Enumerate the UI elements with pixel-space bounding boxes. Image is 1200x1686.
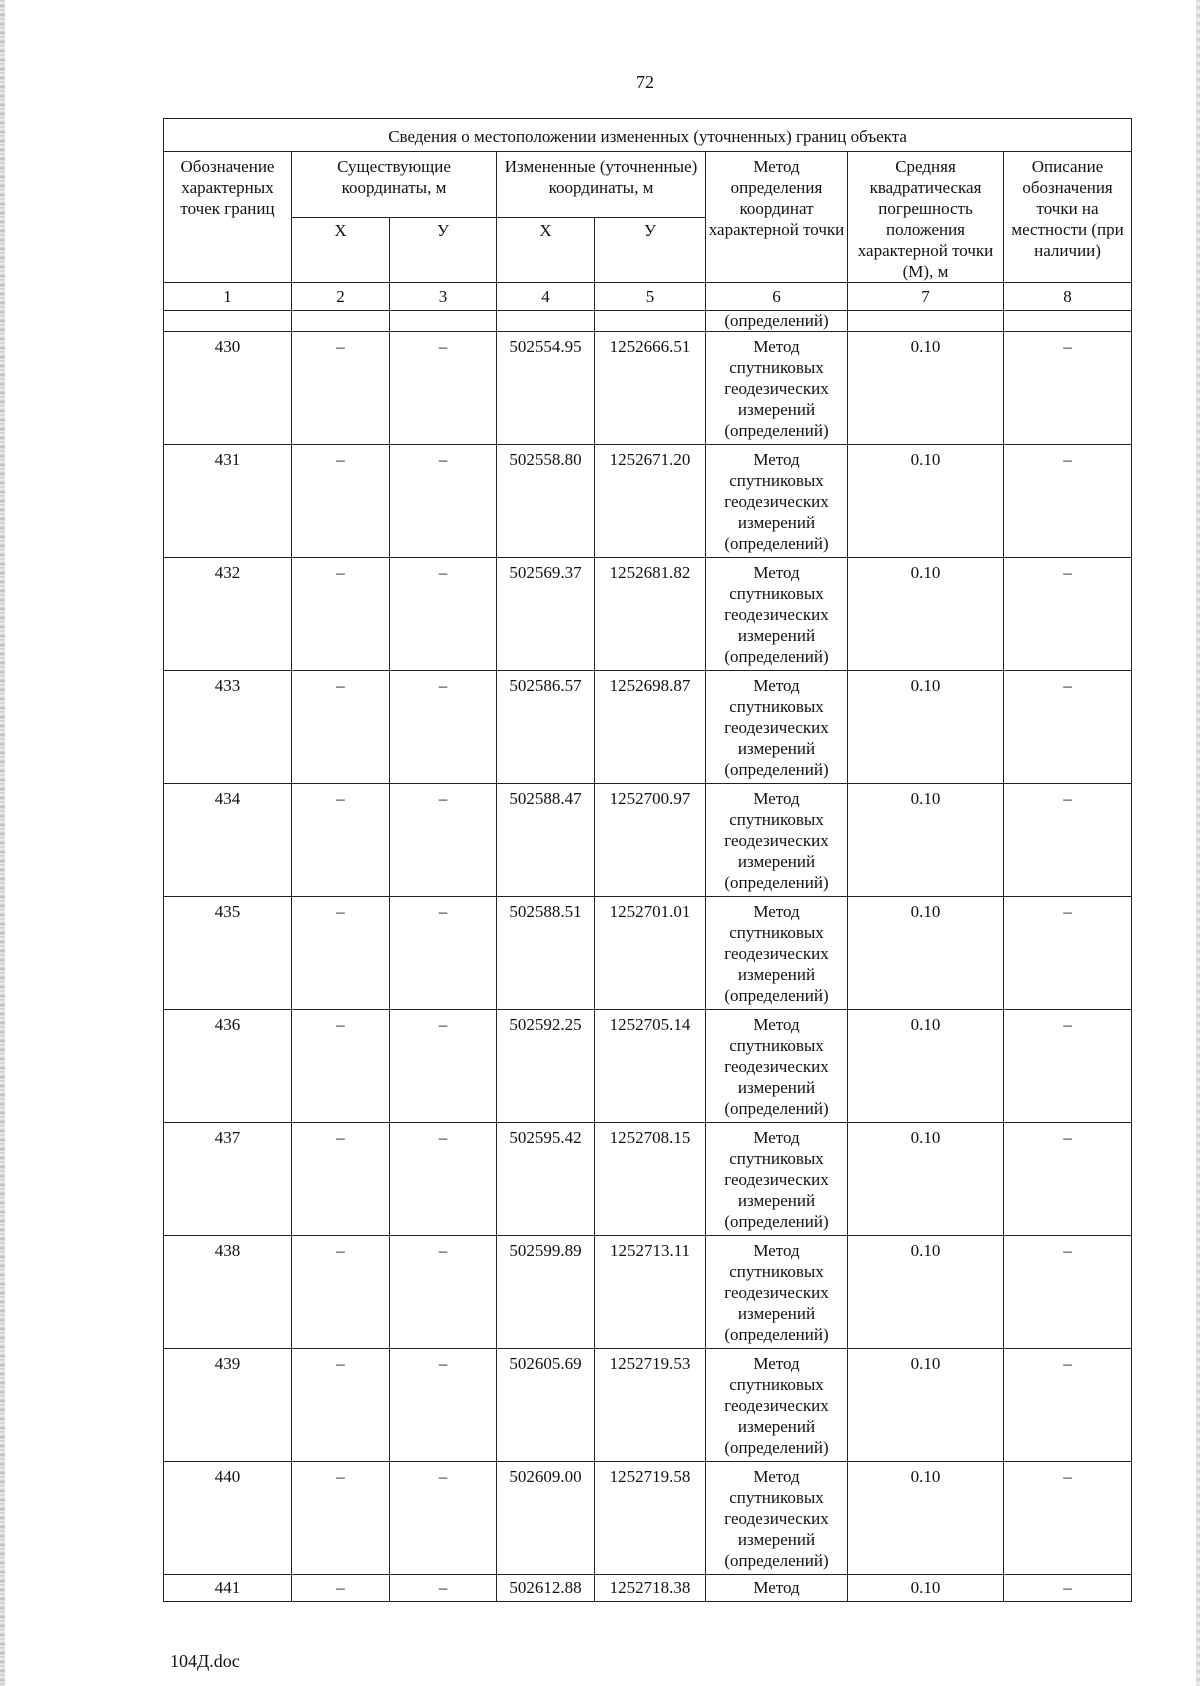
method-cell: Метод спутниковых геодезических измерений (определений) bbox=[706, 671, 848, 784]
existing-y-cell: – bbox=[390, 1236, 497, 1349]
existing-x-cell: – bbox=[292, 1010, 390, 1123]
table-row bbox=[164, 1462, 1132, 1575]
empty-cell bbox=[848, 311, 1004, 332]
empty-cell bbox=[595, 311, 706, 332]
description-cell: – bbox=[1004, 784, 1132, 897]
coordinates-table bbox=[163, 118, 1132, 1602]
existing-y-cell: – bbox=[390, 1010, 497, 1123]
changed-x-cell: 502599.89 bbox=[497, 1236, 595, 1349]
changed-y-cell: 1252713.11 bbox=[595, 1236, 706, 1349]
existing-x-cell: – bbox=[292, 1236, 390, 1349]
column-number: 1 bbox=[164, 283, 292, 311]
column-number: 5 bbox=[595, 283, 706, 311]
existing-y-cell: – bbox=[390, 784, 497, 897]
point-cell: 435 bbox=[164, 897, 292, 1010]
method-cell: Метод спутниковых геодезических измерений (определений) bbox=[706, 1236, 848, 1349]
existing-y-cell: – bbox=[390, 445, 497, 558]
point-cell: 436 bbox=[164, 1010, 292, 1123]
table-row bbox=[164, 671, 1132, 784]
changed-x-cell: 502586.57 bbox=[497, 671, 595, 784]
method-cell: Метод спутниковых геодезических измерений (определений) bbox=[706, 1462, 848, 1575]
header-method: Метод определения координат характерной точки bbox=[706, 152, 848, 283]
point-cell: 432 bbox=[164, 558, 292, 671]
table-row bbox=[164, 558, 1132, 671]
empty-cell bbox=[292, 311, 390, 332]
description-cell: – bbox=[1004, 671, 1132, 784]
existing-y-cell: – bbox=[390, 1349, 497, 1462]
method-cell: Метод спутниковых геодезических измерений (определений) bbox=[706, 1123, 848, 1236]
changed-x-cell: 502592.25 bbox=[497, 1010, 595, 1123]
changed-y-cell: 1252705.14 bbox=[595, 1010, 706, 1123]
point-cell: 438 bbox=[164, 1236, 292, 1349]
point-cell: 434 bbox=[164, 784, 292, 897]
point-cell: 440 bbox=[164, 1462, 292, 1575]
header-point-designation: Обозначение характерных точек границ bbox=[164, 152, 292, 283]
error-cell: 0.10 bbox=[848, 445, 1004, 558]
existing-y-cell: – bbox=[390, 332, 497, 445]
point-cell: 441 bbox=[164, 1575, 292, 1602]
table-row bbox=[164, 1236, 1132, 1349]
empty-cell bbox=[1004, 311, 1132, 332]
method-cell: Метод спутниковых геодезических измерений (определений) bbox=[706, 558, 848, 671]
error-cell: 0.10 bbox=[848, 897, 1004, 1010]
method-cell: Метод спутниковых геодезических измерений (определений) bbox=[706, 445, 848, 558]
table-caption: Сведения о местоположении измененных (уточненных) границ объекта bbox=[164, 119, 1132, 152]
description-cell: – bbox=[1004, 558, 1132, 671]
empty-cell bbox=[390, 311, 497, 332]
error-cell: 0.10 bbox=[848, 558, 1004, 671]
scan-edge-right bbox=[1196, 0, 1200, 1686]
error-cell: 0.10 bbox=[848, 1236, 1004, 1349]
column-number: 8 bbox=[1004, 283, 1132, 311]
description-cell: – bbox=[1004, 897, 1132, 1010]
existing-x-cell: – bbox=[292, 1349, 390, 1462]
scan-edge-left bbox=[0, 0, 5, 1686]
footer-filename: 104Д.doc bbox=[170, 1651, 240, 1671]
changed-y-cell: 1252681.82 bbox=[595, 558, 706, 671]
existing-y-cell: – bbox=[390, 558, 497, 671]
method-cell: Метод спутниковых геодезических измерений (определений) bbox=[706, 1349, 848, 1462]
changed-x-cell: 502588.51 bbox=[497, 897, 595, 1010]
description-cell: – bbox=[1004, 1575, 1132, 1602]
existing-y-cell: – bbox=[390, 1123, 497, 1236]
description-cell: – bbox=[1004, 445, 1132, 558]
point-cell: 430 bbox=[164, 332, 292, 445]
description-cell: – bbox=[1004, 1010, 1132, 1123]
column-number: 4 bbox=[497, 283, 595, 311]
existing-y-cell: – bbox=[390, 1575, 497, 1602]
description-cell: – bbox=[1004, 1123, 1132, 1236]
point-cell: 433 bbox=[164, 671, 292, 784]
table-row bbox=[164, 897, 1132, 1010]
column-number: 6 bbox=[706, 283, 848, 311]
existing-x-cell: – bbox=[292, 558, 390, 671]
changed-y-cell: 1252719.58 bbox=[595, 1462, 706, 1575]
description-cell: – bbox=[1004, 1349, 1132, 1462]
error-cell: 0.10 bbox=[848, 1349, 1004, 1462]
method-cell: Метод спутниковых геодезических измерений (определений) bbox=[706, 784, 848, 897]
changed-x-cell: 502588.47 bbox=[497, 784, 595, 897]
column-number: 7 bbox=[848, 283, 1004, 311]
method-cell: Метод спутниковых геодезических измерений (определений) bbox=[706, 1010, 848, 1123]
description-cell: – bbox=[1004, 1462, 1132, 1575]
column-number: 3 bbox=[390, 283, 497, 311]
changed-y-cell: 1252701.01 bbox=[595, 897, 706, 1010]
changed-x-cell: 502605.69 bbox=[497, 1349, 595, 1462]
changed-y-cell: 1252718.38 bbox=[595, 1575, 706, 1602]
method-cell: Метод спутниковых геодезических измерений (определений) bbox=[706, 897, 848, 1010]
existing-x-cell: – bbox=[292, 784, 390, 897]
header-changed-x: Х bbox=[497, 218, 595, 283]
empty-cell bbox=[497, 311, 595, 332]
header-changed-y: У bbox=[595, 218, 706, 283]
changed-y-cell: 1252698.87 bbox=[595, 671, 706, 784]
existing-y-cell: – bbox=[390, 1462, 497, 1575]
point-cell: 431 bbox=[164, 445, 292, 558]
existing-x-cell: – bbox=[292, 1123, 390, 1236]
table-row bbox=[164, 445, 1132, 558]
changed-y-cell: 1252671.20 bbox=[595, 445, 706, 558]
changed-x-cell: 502554.95 bbox=[497, 332, 595, 445]
method-cell: Метод bbox=[706, 1575, 848, 1602]
description-cell: – bbox=[1004, 1236, 1132, 1349]
header-mean-square-error: Средняя квадратическая погрешность положения характерной точки (М), м bbox=[848, 152, 1004, 283]
error-cell: 0.10 bbox=[848, 332, 1004, 445]
table-row bbox=[164, 1010, 1132, 1123]
existing-x-cell: – bbox=[292, 332, 390, 445]
continued-method-cell: (определений) bbox=[706, 311, 848, 332]
header-changed-coordinates: Измененные (уточненные) координаты, м bbox=[497, 152, 706, 218]
changed-y-cell: 1252700.97 bbox=[595, 784, 706, 897]
description-cell: – bbox=[1004, 332, 1132, 445]
changed-x-cell: 502595.42 bbox=[497, 1123, 595, 1236]
changed-x-cell: 502558.80 bbox=[497, 445, 595, 558]
error-cell: 0.10 bbox=[848, 671, 1004, 784]
table-row bbox=[164, 332, 1132, 445]
existing-y-cell: – bbox=[390, 671, 497, 784]
empty-cell bbox=[164, 311, 292, 332]
error-cell: 0.10 bbox=[848, 784, 1004, 897]
table-row bbox=[164, 1123, 1132, 1236]
header-existing-y: У bbox=[390, 218, 497, 283]
page-number: 72 bbox=[636, 72, 654, 92]
column-number: 2 bbox=[292, 283, 390, 311]
changed-x-cell: 502612.88 bbox=[497, 1575, 595, 1602]
existing-x-cell: – bbox=[292, 1575, 390, 1602]
table-row bbox=[164, 1575, 1132, 1602]
header-existing-x: Х bbox=[292, 218, 390, 283]
header-existing-coordinates: Существующие координаты, м bbox=[292, 152, 497, 218]
changed-y-cell: 1252666.51 bbox=[595, 332, 706, 445]
point-cell: 437 bbox=[164, 1123, 292, 1236]
error-cell: 0.10 bbox=[848, 1010, 1004, 1123]
error-cell: 0.10 bbox=[848, 1462, 1004, 1575]
table-row bbox=[164, 784, 1132, 897]
existing-x-cell: – bbox=[292, 445, 390, 558]
existing-x-cell: – bbox=[292, 897, 390, 1010]
continuation-row bbox=[164, 311, 1132, 332]
changed-x-cell: 502609.00 bbox=[497, 1462, 595, 1575]
header-point-description: Описание обозначения точки на местности (при наличии) bbox=[1004, 152, 1132, 283]
method-cell: Метод спутниковых геодезических измерений (определений) bbox=[706, 332, 848, 445]
changed-y-cell: 1252719.53 bbox=[595, 1349, 706, 1462]
error-cell: 0.10 bbox=[848, 1123, 1004, 1236]
point-cell: 439 bbox=[164, 1349, 292, 1462]
existing-x-cell: – bbox=[292, 1462, 390, 1575]
table-row bbox=[164, 1349, 1132, 1462]
changed-x-cell: 502569.37 bbox=[497, 558, 595, 671]
existing-y-cell: – bbox=[390, 897, 497, 1010]
changed-y-cell: 1252708.15 bbox=[595, 1123, 706, 1236]
existing-x-cell: – bbox=[292, 671, 390, 784]
error-cell: 0.10 bbox=[848, 1575, 1004, 1602]
